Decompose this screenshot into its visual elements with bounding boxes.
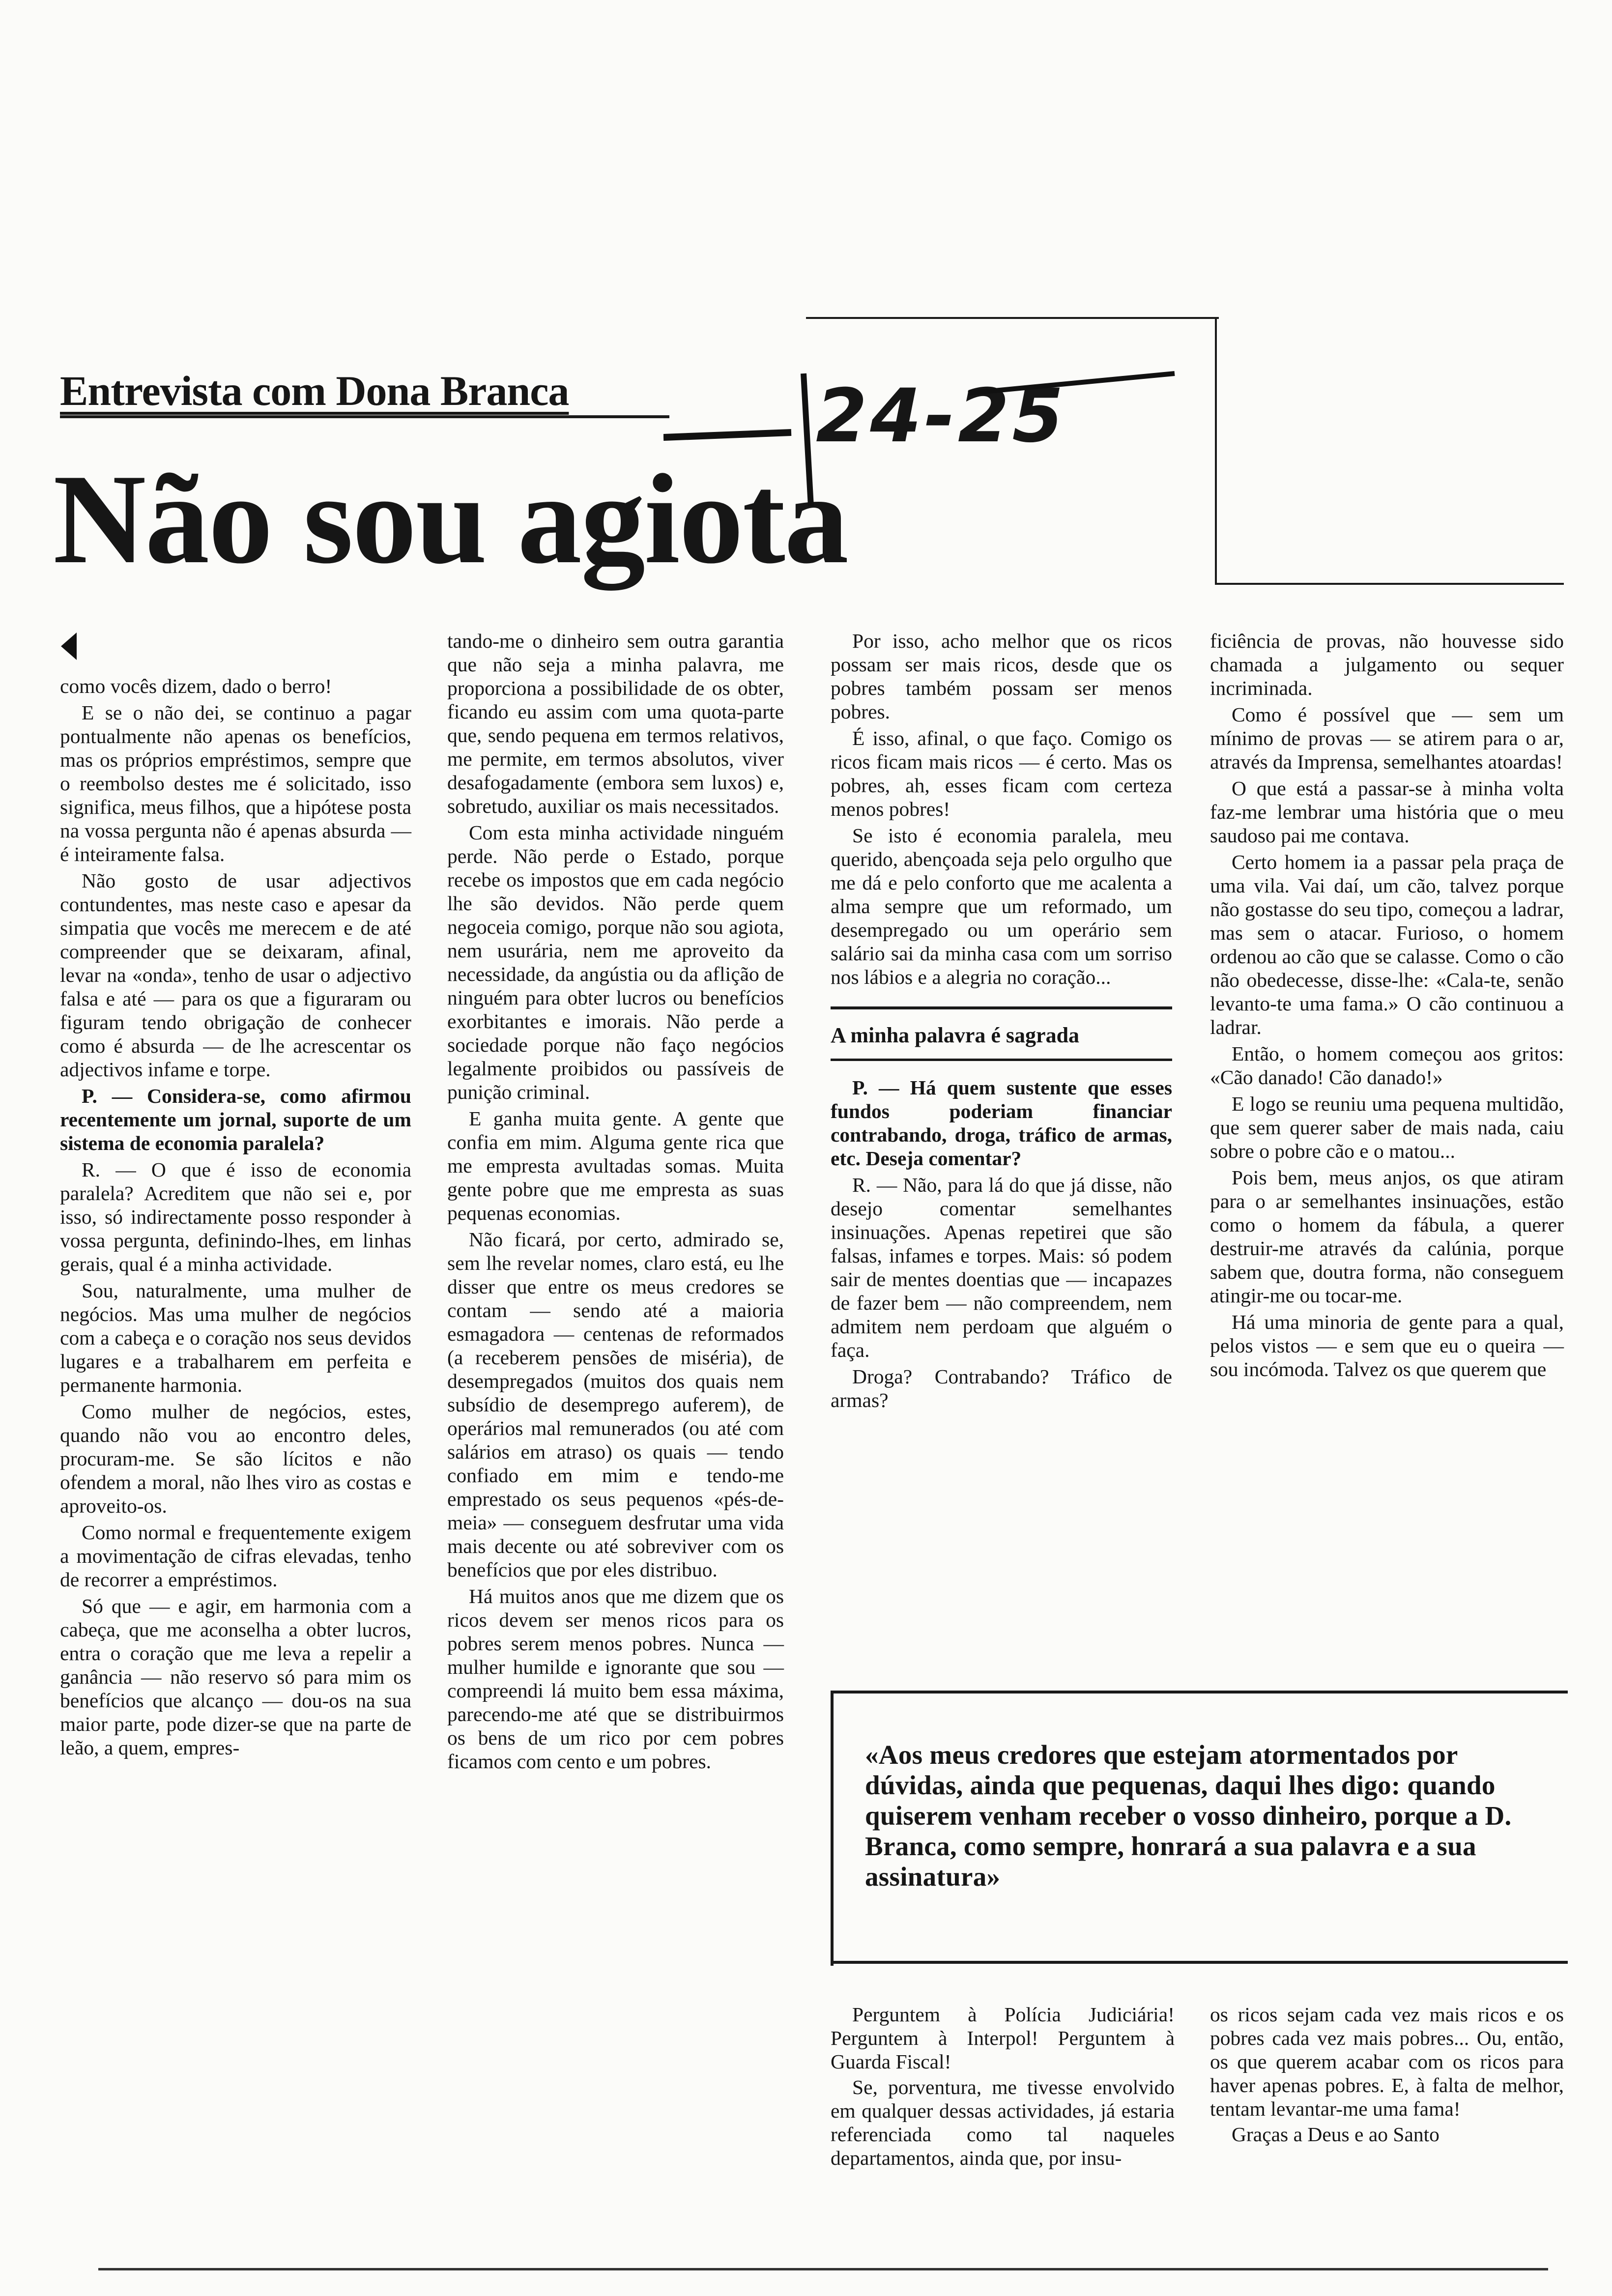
top-rule	[806, 317, 1219, 319]
paragraph: R. — Não, para lá do que já disse, não desejo comentar semelhantes insinuações. Apenas repetirei que são falsas, infames e torpes. Mais: só podem sair de mentes doentias que — incapazes de fazer bem — não compreendem, nem admitem nem perdoam que alguém o faça.	[831, 1174, 1172, 1361]
paragraph: Com esta minha actividade ninguém perde. Não perde o Estado, porque recebe os impostos que em cada negócio lhe são devidos. Não perde quem negoceia comigo, porque não sou agiota, nem usurária, nem me aproveito da necessidade, da angústia ou da aflição de ninguém para obter lucros ou benefícios exorbitantes e imorais. Não perde a sociedade porque não faço negócios legalmente proibidos ou passíveis de punição criminal.	[447, 821, 784, 1103]
pullquote-left-rule	[831, 1691, 834, 1966]
paragraph: Por isso, acho melhor que os ricos possam ser mais ricos, desde que os pobres também possam ser menos pobres.	[831, 630, 1172, 723]
column-3	[831, 629, 1172, 1415]
frame-bottom-rule	[1215, 583, 1564, 585]
paragraph: tando-me o dinheiro sem outra garantia que não seja a minha palavra, me proporciona a possibilidade de os obter, ficando eu assim com uma quota-parte que, sendo pequena em termos relativos, me permite, em termos absolutos, viver desafogadamente (embora sem luxos) e, sobretudo, auxiliar os mais necessitados.	[447, 630, 784, 817]
pullquote-bottom-rule	[831, 1961, 1568, 1964]
frame-vertical-rule	[1215, 318, 1217, 584]
article-headline: Não sou agiota	[53, 448, 848, 590]
paragraph: Se, porventura, me tivesse envolvido em qualquer dessas actividades, já estaria referenciada como tal naqueles departamentos, ainda que, por insu-	[831, 2076, 1175, 2169]
interview-question: P. — Há quem sustente que esses fundos poderiam financiar contrabando, droga, tráfico de armas, etc. Deseja comentar?	[831, 1076, 1172, 1170]
paragraph: Como normal e frequentemente exigem a movimentação de cifras elevadas, tenho de recorrer a empréstimos.	[60, 1521, 411, 1591]
subhead-top-rule	[831, 1006, 1172, 1009]
section-subhead: A minha palavra é sagrada	[831, 1023, 1080, 1047]
paragraph: Graças a Deus e ao Santo	[1232, 2123, 1439, 2146]
pullquote-top-rule	[831, 1691, 1568, 1693]
paragraph: E se o não dei, se continuo a pagar pontualmente não apenas os benefícios, mas os próprios empréstimos, sempre que o reembolso destes me é solicitado, isso significa, meus filhos, que a hipótese posta na vossa pergunta não é apenas absurda — é inteiramente falsa.	[60, 701, 411, 865]
handwriting-strokes	[663, 364, 1180, 511]
paragraph: os ricos sejam cada vez mais ricos e os pobres cada vez mais pobres... Ou, então, os que querem acabar com os ricos para haver apenas pobres. E, à falta de melhor, tentam levantar-me uma fama!	[1210, 2003, 1564, 2120]
article-kicker: Entrevista com Dona Branca	[60, 367, 569, 414]
handwritten-note: 24-25	[816, 373, 1066, 459]
paragraph: Como é possível que — sem um mínimo de provas — se atirem para o ar, através da Imprensa, semelhantes atoardas!	[1210, 703, 1564, 773]
paragraph: Há uma minoria de gente para a qual, pelos vistos — e sem que eu o queira — sou incómoda. Talvez os que querem que	[1210, 1311, 1564, 1380]
paragraph: Certo homem ia a passar pela praça de uma vila. Vai daí, um cão, talvez porque não gostasse do seu tipo, começou a ladrar, mas sem o atacar. Furioso, o homem ordenou ao cão que se calasse. Como o cão não obedecesse, disse-lhe: «Cala-te, senão levanto-te uma fama.» O cão continuou a ladrar.	[1210, 851, 1564, 1038]
paragraph: E logo se reuniu uma pequena multidão, que sem querer saber de mais nada, caiu sobre o pobre cão e o matou...	[1210, 1092, 1564, 1162]
paragraph: como vocês dizem, dado o berro!	[60, 675, 332, 697]
paragraph: R. — O que é isso de economia paralela? Acreditem que não sei e, por isso, só indirectamente posso responder à vossa pergunta, definindo-lhes, em linhas gerais, qual é a minha actividade.	[60, 1158, 411, 1275]
paragraph: Sou, naturalmente, uma mulher de negócios. Mas uma mulher de negócios com a cabeça e o coração nos seus devidos lugares e a trabalharem em perfeita e permanente harmonia.	[60, 1279, 411, 1396]
paragraph: Não gosto de usar adjectivos contundentes, mas neste caso e apesar da simpatia que vocês me merecem e de até compreender que se deixaram, afinal, levar na «onda», tenho de usar o adjectivo falsa e até — para os que a figuraram ou figuram tendo obrigação de conhecer como é absurda — de lhe acrescentar os adjectivos infame e torpe.	[60, 869, 411, 1081]
paragraph: Como mulher de negócios, estes, quando não vou ao encontro deles, procuram-me. Se são lícitos e não ofendem a moral, não lhes viro as costas e aproveito-os.	[60, 1400, 411, 1517]
bottom-column-left	[831, 2003, 1175, 2172]
paragraph: E ganha muita gente. A gente que confia em mim. Alguma gente rica que me empresta avultadas somas. Muita gente pobre que me empresta as suas pequenas economias.	[447, 1107, 784, 1224]
subhead-bottom-rule	[831, 1059, 1172, 1061]
paragraph: O que está a passar-se à minha volta faz-me lembrar uma história que o meu saudoso pai me contava.	[1210, 777, 1564, 847]
bottom-scan-rule	[98, 2268, 1548, 2270]
kicker-underline	[60, 415, 669, 418]
column-4	[1210, 629, 1564, 1384]
paragraph: Há muitos anos que me dizem que os ricos devem ser menos ricos para os pobres serem menos pobres. Nunca — mulher humilde e ignorante que sou — compreendi lá muito bem essa máxima, parecendo-me até que se distribuirmos os bens de um rico por cem pobres ficamos com cento e um pobres.	[447, 1585, 784, 1773]
paragraph: É isso, afinal, o que faço. Comigo os ricos ficam mais ricos — é certo. Mas os pobres, ah, esses ficam com certeza menos pobres!	[831, 727, 1172, 820]
pull-quote: «Aos meus credores que estejam atormentados por dúvidas, ainda que pequenas, daqui lhes digo: quando quiserem venham receber o vosso dinheiro, porque a D. Branca, como sempre, honrará a sua palavra e a sua assinatura»	[865, 1740, 1512, 1892]
paragraph: Se isto é economia paralela, meu querido, abençoada seja pelo orgulho que me dá e pelo conforto que me acalenta a alma sempre que um reformado, um desempregado ou um operário sem salário sai da minha casa com um sorriso nos lábios e a alegria no coração...	[831, 824, 1172, 988]
column-1	[60, 674, 411, 1762]
paragraph: Pois bem, meus anjos, os que atiram para o ar semelhantes insinuações, estão como o homem da fábula, a querer destruir-me através da calúnia, porque sabem que, doutra forma, não conseguem atingir-me ou tocar-me.	[1210, 1166, 1564, 1307]
bottom-column-right	[1210, 2003, 1564, 2148]
triangle-marker-icon	[59, 631, 79, 661]
paragraph: Perguntem à Polícia Judiciária! Perguntem à Interpol! Perguntem à Guarda Fiscal!	[831, 2003, 1175, 2073]
column-2	[447, 629, 784, 1776]
paragraph: Não ficará, por certo, admirado se, sem lhe revelar nomes, claro está, eu lhe disser que entre os meus credores se contam — sendo até a maioria esmagadora — centenas de reformados (a receberem pensões de miséria), de desempregados (muitos dos quais nem subsídio de desemprego auferem), de operários mal remunerados (ou até com salários em atraso) os quais — tendo confiado em mim e tendo-me emprestado os seus pequenos «pés-de-meia» — conseguem desfrutar uma vida mais decente ou até sobreviver com os benefícios que por eles distribuo.	[447, 1228, 784, 1581]
paragraph: Só que — e agir, em harmonia com a cabeça, que me aconselha a obter lucros, entra o coração que me leva a repelir a ganância — não reservo só para mim os benefícios que alcanço — dou-os na sua maior parte, pode dizer-se que na parte de leão, a quem, empres-	[60, 1595, 411, 1759]
paragraph: Então, o homem começou aos gritos: «Cão danado! Cão danado!»	[1210, 1042, 1564, 1089]
paragraph: ficiência de provas, não houvesse sido chamada a julgamento ou sequer incriminada.	[1210, 630, 1564, 699]
paragraph: Droga? Contrabando? Tráfico de armas?	[831, 1365, 1172, 1411]
interview-question: P. — Considera-se, como afirmou recentemente um jornal, suporte de um sistema de economia paralela?	[60, 1085, 411, 1154]
